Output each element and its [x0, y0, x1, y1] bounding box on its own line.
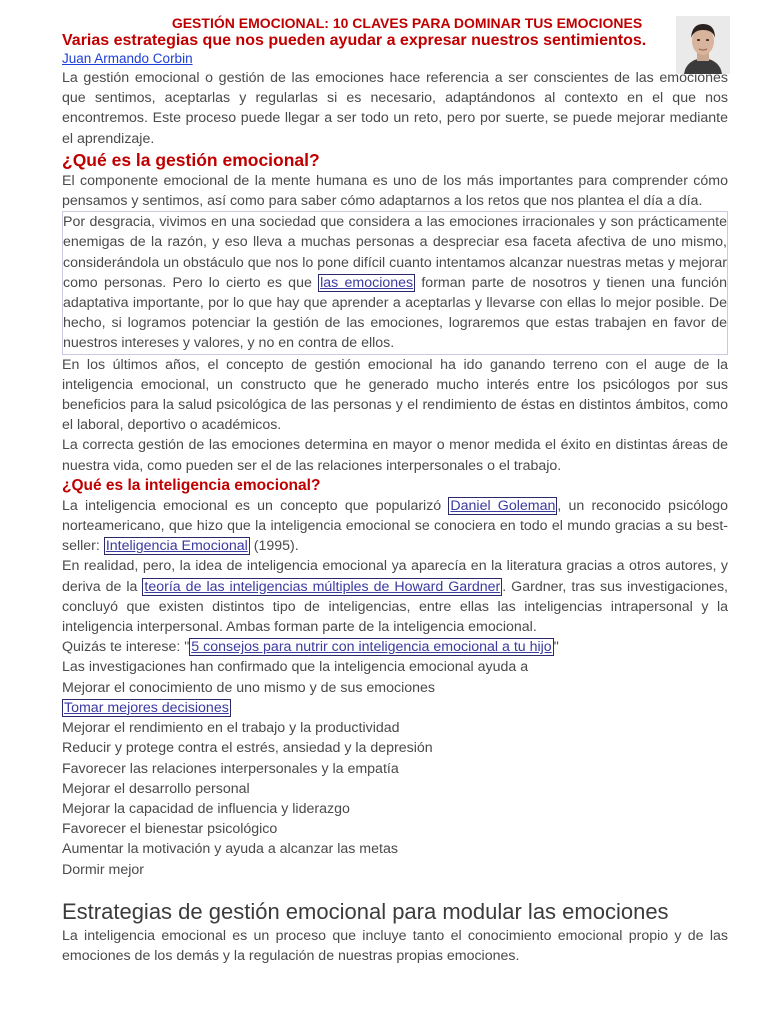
- list-item: Dormir mejor: [62, 861, 144, 878]
- interest-line: [62, 637, 728, 657]
- section2-p1-c: (1995).: [253, 538, 299, 555]
- author-byline: [62, 50, 728, 68]
- interest-suffix: ": [553, 639, 559, 656]
- section2-paragraph-2: [62, 556, 728, 637]
- list-item: Aumentar la motivación y ayuda a alcanzar las metas: [62, 841, 398, 858]
- section-heading-estrategias: Estrategias de gestión emocional para modular las emociones: [62, 898, 669, 924]
- author-link[interactable]: Juan Armando Corbin: [62, 51, 193, 66]
- list-item: Favorecer el bienestar psicológico: [62, 821, 278, 838]
- article-title: GESTIÓN EMOCIONAL: 10 CLAVES PARA DOMINAR TUS EMOCIONES: [171, 15, 643, 31]
- section2-p1-a: La inteligencia emocional es un concepto que popularizó: [62, 497, 442, 514]
- list-item-link: [62, 698, 728, 718]
- section-heading-inteligencia: ¿Qué es la inteligencia emocional?: [62, 476, 321, 494]
- list-item: Mejorar el desarrollo personal: [62, 780, 250, 797]
- link-inteligencia-emocional-book[interactable]: Inteligencia Emocional: [105, 538, 248, 555]
- section2-p1-b: , un reconocido psicólogo norteamericano, que hizo que la inteligencia emocional se conociera en todo el mundo gracias a su best-seller:: [62, 497, 728, 555]
- link-las-emociones[interactable]: las emociones: [320, 274, 414, 291]
- link-daniel-goleman[interactable]: Daniel Goleman: [450, 497, 556, 514]
- list-intro: Las investigaciones han confirmado que la inteligencia emocional ayuda a: [62, 659, 529, 676]
- list-item: Reducir y protege contra el estrés, ansiedad y la depresión: [62, 740, 433, 757]
- section1-paragraph-2: [62, 211, 728, 354]
- link-gardner-theory[interactable]: teoría de las inteligencias múltiples de Howard Gardner: [144, 578, 501, 595]
- list-item: Mejorar el rendimiento en el trabajo y la productividad: [62, 720, 400, 737]
- list-item: Mejorar la capacidad de influencia y liderazgo: [62, 800, 350, 817]
- section1-paragraph-4: La correcta gestión de las emociones determina en mayor o menor medida el éxito en distintas áreas de nuestra vida, como pueden ser el de las relaciones interpersonales o el trabajo.: [62, 437, 728, 474]
- list-item: Mejorar el conocimiento de uno mismo y de sus emociones: [62, 679, 435, 696]
- link-consejos-hijo[interactable]: 5 consejos para nutrir con inteligencia emocional a tu hijo: [191, 639, 552, 656]
- list-item: Favorecer las relaciones interpersonales y la empatía: [62, 760, 399, 777]
- section1-paragraph-3: En los últimos años, el concepto de gestión emocional ha ido ganando terreno con el auge de la inteligencia emocional, un constructo que he generado mucho interés entre los psicólogos por sus beneficios para la salud psicológica de las personas y el rendimiento de éstas en distintos ámbitos, como el laboral, deportivo o académicos.: [62, 356, 728, 434]
- section2-paragraph-1: [62, 496, 728, 557]
- link-tomar-decisiones[interactable]: Tomar mejores decisiones: [64, 699, 229, 716]
- section-heading-gestion: ¿Qué es la gestión emocional?: [62, 149, 320, 170]
- article: [62, 14, 728, 966]
- section1-p2-rest: forman parte de nosotros y tienen una función adaptativa importante, por lo que hay que aprender a aceptarlas y llevarse con ellas lo mejor posible. De hecho, si logramos potenciar la gestión de las emociones, lograremos que estas trabajen en favor de nuestros intereses y valores, y no en contra de ellos.: [63, 274, 727, 352]
- article-subtitle: Varias estrategias que nos pueden ayudar a expresar nuestros sentimientos.: [62, 32, 647, 49]
- section2-p2-a: En realidad, pero, la idea de inteligencia emocional ya aparecía en la literatura gracias a otros autores, y deriva de la: [62, 558, 728, 595]
- interest-prefix: Quizás te interese: ": [62, 639, 190, 656]
- section3-paragraph-1: La inteligencia emocional es un proceso que incluye tanto el conocimiento emocional propio y de las emociones de los demás y la regulación de nuestras propias emociones.: [62, 927, 728, 964]
- section1-p2-text: Por desgracia, vivimos en una sociedad que considera a las emociones irracionales y son prácticamente enemigas de la razón, y eso lleva a muchas personas a despreciar esa faceta afectiva de uno mismo, considerándola un obstáculo que nos lo pone difícil cuanto intentamos alcanzar nuestras metas y mejorar como personas. Pero lo cierto es que: [63, 214, 727, 291]
- section1-paragraph-1: El componente emocional de la mente humana es uno de los más importantes para comprender cómo pensamos y sentimos, así como para saber cómo adaptarnos a los retos que nos plantea el día a día.: [62, 172, 728, 210]
- intro-paragraph: La gestión emocional o gestión de las emociones hace referencia a ser conscientes de las emociones que sentimos, aceptarlas y regularlas si es necesario, adaptándonos al contexto en el que nos encontremos. Este proceso puede llegar a ser todo un reto, pero por suerte, se puede mejorar mediante el aprendizaje.: [62, 70, 728, 147]
- section2-p2-b: . Gardner, tras sus investigaciones, concluyó que existen distintos tipo de inteligencias, entre ellas las inteligencias intrapersonal y la inteligencia interpersonal. Ambas forman parte de la inteligencia emocional.: [62, 578, 728, 636]
